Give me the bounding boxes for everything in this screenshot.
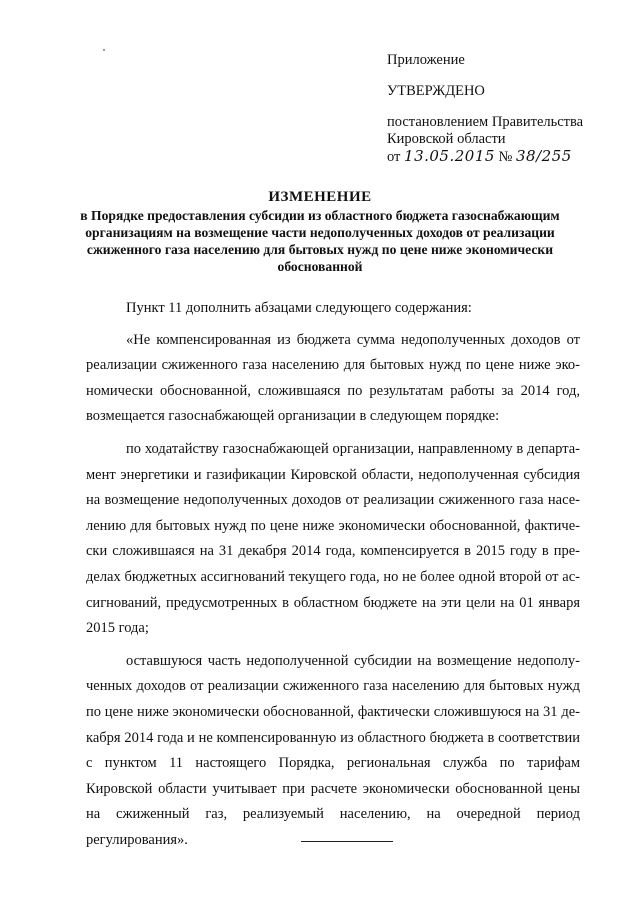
scan-speck: [103, 49, 105, 51]
end-divider: [301, 841, 393, 842]
document-title: ИЗМЕНЕНИЕ: [268, 189, 372, 205]
document-heading: [60, 187, 580, 275]
handwritten-number: 38/255: [516, 147, 572, 165]
document-subtitle: в Порядке предоставления субсидии из областного бюджета газоснабжающим организациям на возмещение части недополученных доходов от реализации сжиженного газа населению для бытовых нужд по цене ниже экономически обоснованной: [80, 208, 560, 274]
approval-block: [387, 52, 627, 166]
decree-line-2: Кировской области: [387, 131, 506, 147]
decree-line-1: постановлением Правительства: [387, 114, 584, 130]
document-body: [86, 296, 580, 860]
body-paragraph-1: Пункт 11 дополнить абзацами следующего содержания:: [126, 300, 472, 316]
number-prefix: №: [498, 149, 513, 165]
decree-date-line: [387, 148, 627, 166]
body-paragraph-3: по ходатайству газоснабжающей организации, направленному в департамент энергетики и газификации Кировской области, недополученная субсидия на возмещение недополученных доходов от реализации сжиженного газа населению для бытовых нужд по цене ниже экономически обоснованной, фактически сложившаяся на 31 декабря 2014 года, компенсируется в 2015 году в пределах бюджетных ассигнований текущего года, но не более одной второй от ассигнований, предусмотренных в областном бюджете на эти цели на 01 января 2015 года;: [86, 440, 580, 637]
body-paragraph-4: оставшуюся часть недополученной субсидии на возмещение недополученных доходов от реализации сжиженного газа населению для бытовых нужд по цене ниже экономически обоснованной, фактически сложившуюся на 31 декабря 2014 года и не компенсированную из областного бюджета в соответствии с пунктом 11 настоящего Порядка, региональная служба по тарифам Кировской области учитывает при расчете экономически обоснованной цены на сжиженный газ, реализуемый населению, на очередной период регулирования».: [86, 652, 580, 848]
body-paragraph-2: «Не компенсированная из бюджета сумма недополученных доходов от реализации сжиженного газа населению для бытовых нужд по цене ниже экономически обоснованной, сложившаяся по результатам работы за 2014 год, возмещается газоснабжающей организации в следующем порядке:: [86, 331, 580, 425]
handwritten-date: 13.05.2015: [404, 147, 495, 165]
appendix-label: Приложение: [387, 52, 465, 68]
date-prefix: от: [387, 149, 401, 165]
approved-stamp-text: УТВЕРЖДЕНО: [387, 83, 485, 99]
